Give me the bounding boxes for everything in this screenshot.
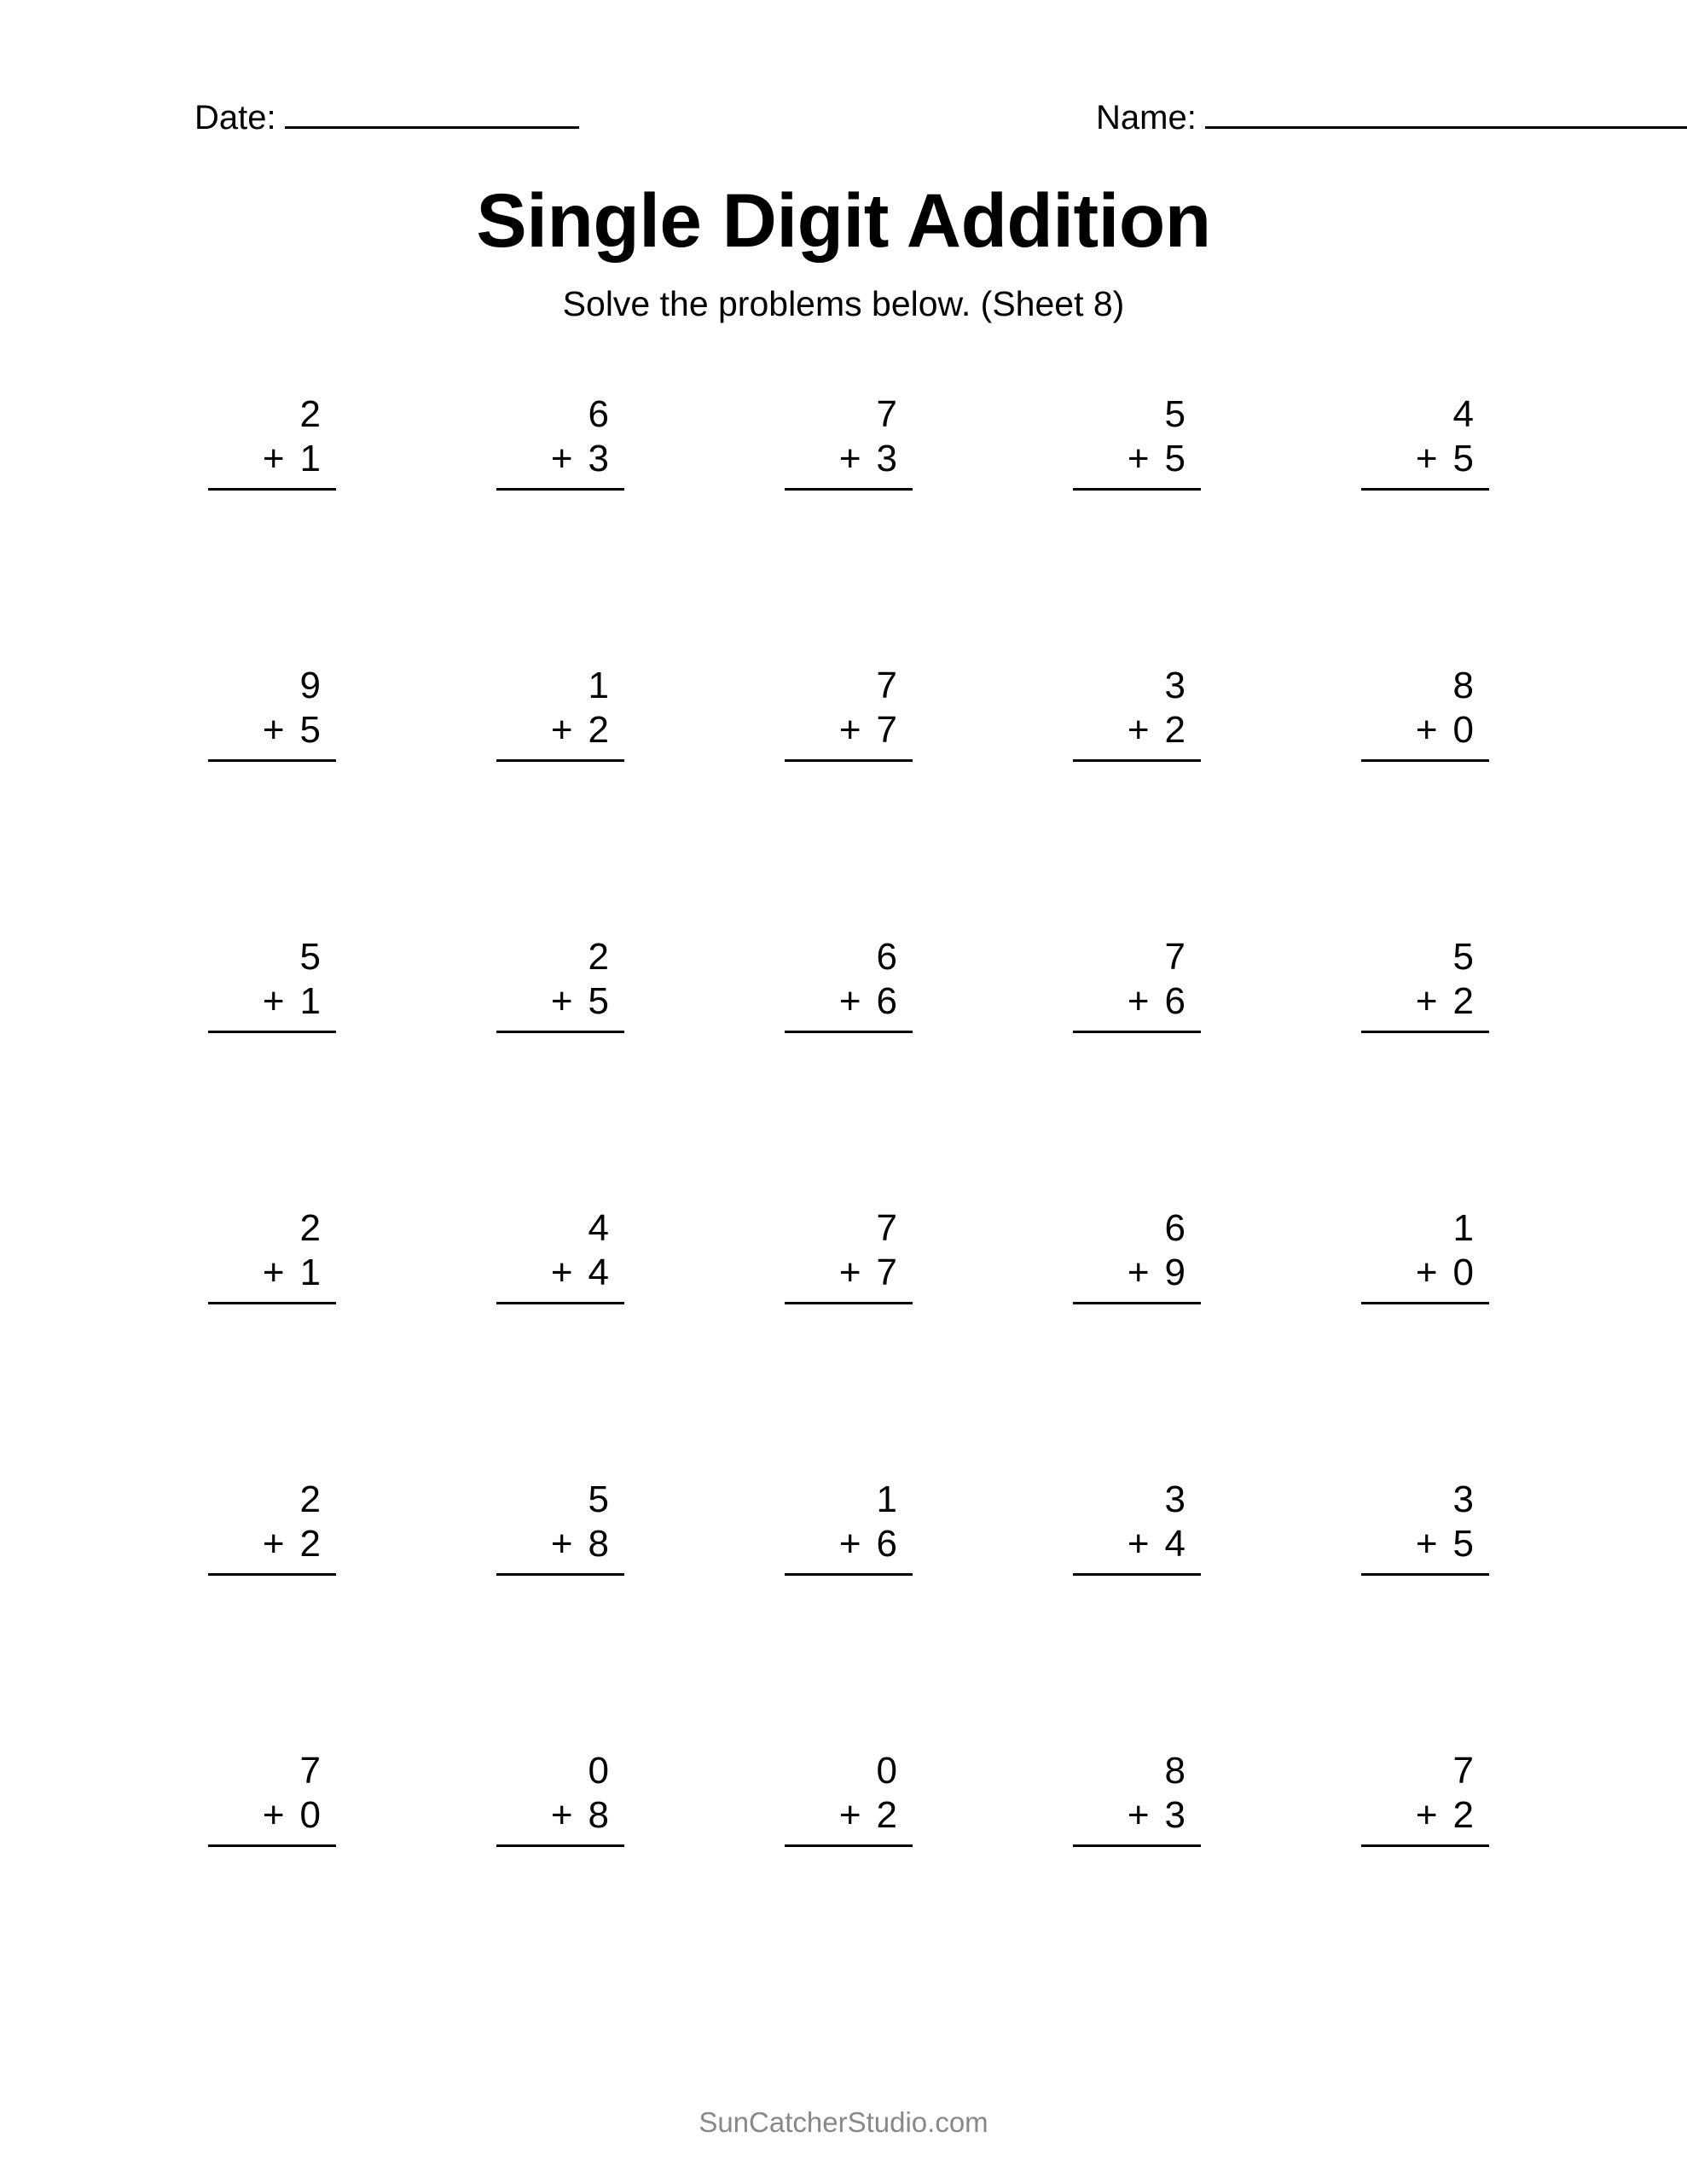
addition-problem: [1281, 375, 1569, 647]
operand-top: 7: [299, 1750, 321, 1792]
page-title: Single Digit Addition: [476, 177, 1211, 263]
operand-top: 2: [299, 393, 321, 435]
answer-rule: [496, 1844, 624, 1847]
problem-grid: [128, 375, 1569, 2003]
operand-bottom-row: [208, 437, 336, 481]
operand-top: 5: [1452, 936, 1474, 978]
operand-bottom-row: [208, 979, 336, 1024]
plus-operator: +: [1127, 980, 1150, 1022]
plus-operator: +: [838, 438, 861, 479]
answer-rule: [785, 1302, 913, 1304]
operand-top: 0: [588, 1750, 609, 1792]
problem-inner: [208, 1478, 336, 1576]
page-subtitle: Solve the problems below. (Sheet 8): [562, 284, 1125, 323]
operand-bottom-row: [785, 708, 913, 752]
operand-bottom-row: [496, 1793, 624, 1838]
addition-problem: [993, 1461, 1281, 1732]
answer-rule: [1361, 488, 1489, 491]
problem-inner: [496, 664, 624, 762]
operand-bottom-row: [208, 1793, 336, 1838]
operand-top: 7: [876, 1207, 897, 1249]
operand-bottom: 6: [876, 1523, 897, 1565]
operand-bottom: 5: [1164, 438, 1186, 479]
operand-bottom: 1: [299, 980, 321, 1022]
plus-operator: +: [1127, 709, 1150, 751]
addition-problem: [1281, 1189, 1569, 1461]
operand-bottom: 3: [588, 438, 609, 479]
operand-top: 3: [1164, 665, 1186, 706]
answer-rule: [1361, 1573, 1489, 1576]
plus-operator: +: [838, 1252, 861, 1293]
operand-bottom-row: [785, 437, 913, 481]
operand-bottom: 0: [1452, 1252, 1474, 1293]
operand-bottom-row: [208, 1251, 336, 1295]
addition-problem: [993, 1732, 1281, 2003]
addition-problem: [416, 1732, 704, 2003]
addition-problem: [416, 1461, 704, 1732]
answer-rule: [208, 488, 336, 491]
name-write-line[interactable]: [1205, 102, 1687, 129]
addition-problem: [128, 647, 416, 918]
addition-problem: [993, 918, 1281, 1189]
plus-operator: +: [1415, 1523, 1438, 1565]
operand-top: 7: [876, 665, 897, 706]
answer-rule: [1073, 488, 1201, 491]
operand-bottom-row: [785, 1251, 913, 1295]
answer-rule: [208, 1031, 336, 1033]
operand-bottom: 2: [588, 709, 609, 751]
addition-problem: [1281, 918, 1569, 1189]
operand-bottom: 4: [588, 1252, 609, 1293]
operand-bottom: 2: [1452, 980, 1474, 1022]
plus-operator: +: [1415, 438, 1438, 479]
addition-problem: [704, 375, 993, 647]
operand-bottom-row: [1361, 1793, 1489, 1838]
answer-rule: [496, 1302, 624, 1304]
addition-problem: [128, 1461, 416, 1732]
problem-inner: [496, 1749, 624, 1847]
operand-top: 5: [588, 1478, 609, 1520]
operand-top: 4: [1452, 393, 1474, 435]
operand-top: 9: [299, 665, 321, 706]
problem-inner: [208, 392, 336, 491]
operand-bottom-row: [1073, 437, 1201, 481]
operand-bottom-row: [208, 708, 336, 752]
operand-top: 3: [1452, 1478, 1474, 1520]
addition-problem: [128, 918, 416, 1189]
operand-top: 3: [1164, 1478, 1186, 1520]
plus-operator: +: [1127, 438, 1150, 479]
plus-operator: +: [550, 1252, 573, 1293]
operand-top: 4: [588, 1207, 609, 1249]
addition-problem: [1281, 1732, 1569, 2003]
operand-bottom: 8: [588, 1794, 609, 1836]
operand-bottom: 8: [588, 1523, 609, 1565]
answer-rule: [785, 1844, 913, 1847]
operand-bottom: 2: [299, 1523, 321, 1565]
operand-bottom: 5: [1452, 438, 1474, 479]
operand-bottom: 9: [1164, 1252, 1186, 1293]
addition-problem: [416, 918, 704, 1189]
operand-bottom-row: [785, 1522, 913, 1566]
problem-inner: [208, 935, 336, 1033]
problem-inner: [208, 1749, 336, 1847]
answer-rule: [785, 488, 913, 491]
answer-rule: [1361, 1031, 1489, 1033]
problem-inner: [208, 1206, 336, 1304]
answer-rule: [1073, 1302, 1201, 1304]
addition-problem: [1281, 1461, 1569, 1732]
addition-problem: [993, 647, 1281, 918]
problem-inner: [208, 664, 336, 762]
operand-top: 8: [1452, 665, 1474, 706]
answer-rule: [1361, 759, 1489, 762]
operand-top: 7: [1452, 1750, 1474, 1792]
addition-problem: [416, 375, 704, 647]
operand-bottom-row: [1073, 1251, 1201, 1295]
answer-rule: [785, 1031, 913, 1033]
plus-operator: +: [838, 709, 861, 751]
problem-inner: [1073, 392, 1201, 491]
answer-rule: [1361, 1844, 1489, 1847]
plus-operator: +: [838, 980, 861, 1022]
operand-top: 5: [1164, 393, 1186, 435]
operand-top: 7: [1164, 936, 1186, 978]
answer-rule: [785, 759, 913, 762]
operand-bottom: 2: [1164, 709, 1186, 751]
operand-top: 1: [876, 1478, 897, 1520]
addition-problem: [128, 375, 416, 647]
problem-inner: [785, 392, 913, 491]
plus-operator: +: [1415, 1252, 1438, 1293]
answer-rule: [496, 1573, 624, 1576]
operand-bottom: 5: [299, 709, 321, 751]
plus-operator: +: [550, 438, 573, 479]
operand-bottom: 7: [876, 1252, 897, 1293]
date-write-line[interactable]: [285, 102, 579, 129]
date-label: Date:: [194, 99, 276, 136]
problem-inner: [1073, 664, 1201, 762]
plus-operator: +: [550, 1523, 573, 1565]
problem-inner: [496, 1478, 624, 1576]
addition-problem: [1281, 647, 1569, 918]
answer-rule: [208, 1573, 336, 1576]
operand-bottom: 1: [299, 1252, 321, 1293]
problem-inner: [1361, 664, 1489, 762]
answer-rule: [1073, 759, 1201, 762]
plus-operator: +: [1127, 1523, 1150, 1565]
operand-bottom-row: [1073, 708, 1201, 752]
plus-operator: +: [838, 1523, 861, 1565]
addition-problem: [704, 1461, 993, 1732]
problem-inner: [785, 1749, 913, 1847]
plus-operator: +: [262, 980, 285, 1022]
problem-inner: [496, 1206, 624, 1304]
problem-inner: [1361, 1478, 1489, 1576]
problem-inner: [785, 1206, 913, 1304]
addition-problem: [128, 1732, 416, 2003]
operand-top: 2: [588, 936, 609, 978]
operand-bottom: 4: [1164, 1523, 1186, 1565]
operand-bottom: 5: [588, 980, 609, 1022]
answer-rule: [1361, 1302, 1489, 1304]
operand-bottom: 2: [1452, 1794, 1474, 1836]
operand-bottom: 2: [876, 1794, 897, 1836]
addition-problem: [704, 1189, 993, 1461]
answer-rule: [496, 1031, 624, 1033]
operand-top: 2: [299, 1478, 321, 1520]
name-label: Name:: [1096, 99, 1197, 136]
answer-rule: [208, 1302, 336, 1304]
operand-bottom-row: [785, 1793, 913, 1838]
operand-top: 8: [1164, 1750, 1186, 1792]
operand-bottom: 6: [876, 980, 897, 1022]
problem-inner: [496, 935, 624, 1033]
operand-bottom-row: [1073, 1522, 1201, 1566]
plus-operator: +: [1415, 980, 1438, 1022]
operand-bottom-row: [1073, 1793, 1201, 1838]
operand-bottom: 6: [1164, 980, 1186, 1022]
operand-bottom-row: [496, 1522, 624, 1566]
operand-bottom: 7: [876, 709, 897, 751]
addition-problem: [993, 1189, 1281, 1461]
operand-top: 6: [876, 936, 897, 978]
plus-operator: +: [1127, 1252, 1150, 1293]
operand-bottom-row: [1073, 979, 1201, 1024]
operand-top: 1: [588, 665, 609, 706]
operand-bottom-row: [496, 979, 624, 1024]
operand-bottom: 5: [1452, 1523, 1474, 1565]
operand-bottom-row: [1361, 437, 1489, 481]
operand-top: 0: [876, 1750, 897, 1792]
operand-bottom-row: [785, 979, 913, 1024]
problem-inner: [1073, 1478, 1201, 1576]
problem-inner: [1073, 1749, 1201, 1847]
operand-bottom-row: [496, 1251, 624, 1295]
operand-top: 2: [299, 1207, 321, 1249]
problem-inner: [1361, 1749, 1489, 1847]
plus-operator: +: [262, 1523, 285, 1565]
answer-rule: [208, 759, 336, 762]
header-fields: [0, 101, 1687, 152]
problem-inner: [496, 392, 624, 491]
footer-credit: SunCatcherStudio.com: [699, 2106, 988, 2138]
problem-inner: [1073, 1206, 1201, 1304]
addition-problem: [128, 1189, 416, 1461]
problem-inner: [785, 935, 913, 1033]
operand-top: 6: [588, 393, 609, 435]
addition-problem: [416, 647, 704, 918]
addition-problem: [993, 375, 1281, 647]
operand-bottom: 0: [1452, 709, 1474, 751]
plus-operator: +: [550, 709, 573, 751]
plus-operator: +: [550, 1794, 573, 1836]
operand-bottom-row: [1361, 708, 1489, 752]
problem-inner: [1361, 1206, 1489, 1304]
plus-operator: +: [838, 1794, 861, 1836]
problem-inner: [785, 1478, 913, 1576]
addition-problem: [704, 918, 993, 1189]
operand-top: 1: [1452, 1207, 1474, 1249]
plus-operator: +: [550, 980, 573, 1022]
operand-bottom: 0: [299, 1794, 321, 1836]
answer-rule: [1073, 1573, 1201, 1576]
problem-inner: [785, 664, 913, 762]
problem-inner: [1361, 392, 1489, 491]
plus-operator: +: [262, 709, 285, 751]
operand-bottom: 1: [299, 438, 321, 479]
problem-inner: [1073, 935, 1201, 1033]
operand-bottom-row: [496, 437, 624, 481]
operand-bottom-row: [496, 708, 624, 752]
plus-operator: +: [1415, 709, 1438, 751]
plus-operator: +: [262, 1252, 285, 1293]
operand-top: 5: [299, 936, 321, 978]
operand-bottom-row: [1361, 1522, 1489, 1566]
date-field[interactable]: [194, 101, 579, 135]
addition-problem: [416, 1189, 704, 1461]
answer-rule: [208, 1844, 336, 1847]
operand-bottom: 3: [876, 438, 897, 479]
operand-bottom-row: [1361, 1251, 1489, 1295]
plus-operator: +: [1415, 1794, 1438, 1836]
operand-bottom-row: [208, 1522, 336, 1566]
operand-bottom-row: [1361, 979, 1489, 1024]
plus-operator: +: [1127, 1794, 1150, 1836]
answer-rule: [496, 759, 624, 762]
answer-rule: [496, 488, 624, 491]
plus-operator: +: [262, 438, 285, 479]
problem-inner: [1361, 935, 1489, 1033]
answer-rule: [1073, 1031, 1201, 1033]
plus-operator: +: [262, 1794, 285, 1836]
operand-top: 7: [876, 393, 897, 435]
addition-problem: [704, 647, 993, 918]
operand-bottom: 3: [1164, 1794, 1186, 1836]
answer-rule: [785, 1573, 913, 1576]
answer-rule: [1073, 1844, 1201, 1847]
operand-top: 6: [1164, 1207, 1186, 1249]
name-field[interactable]: [1096, 101, 1687, 135]
addition-problem: [704, 1732, 993, 2003]
